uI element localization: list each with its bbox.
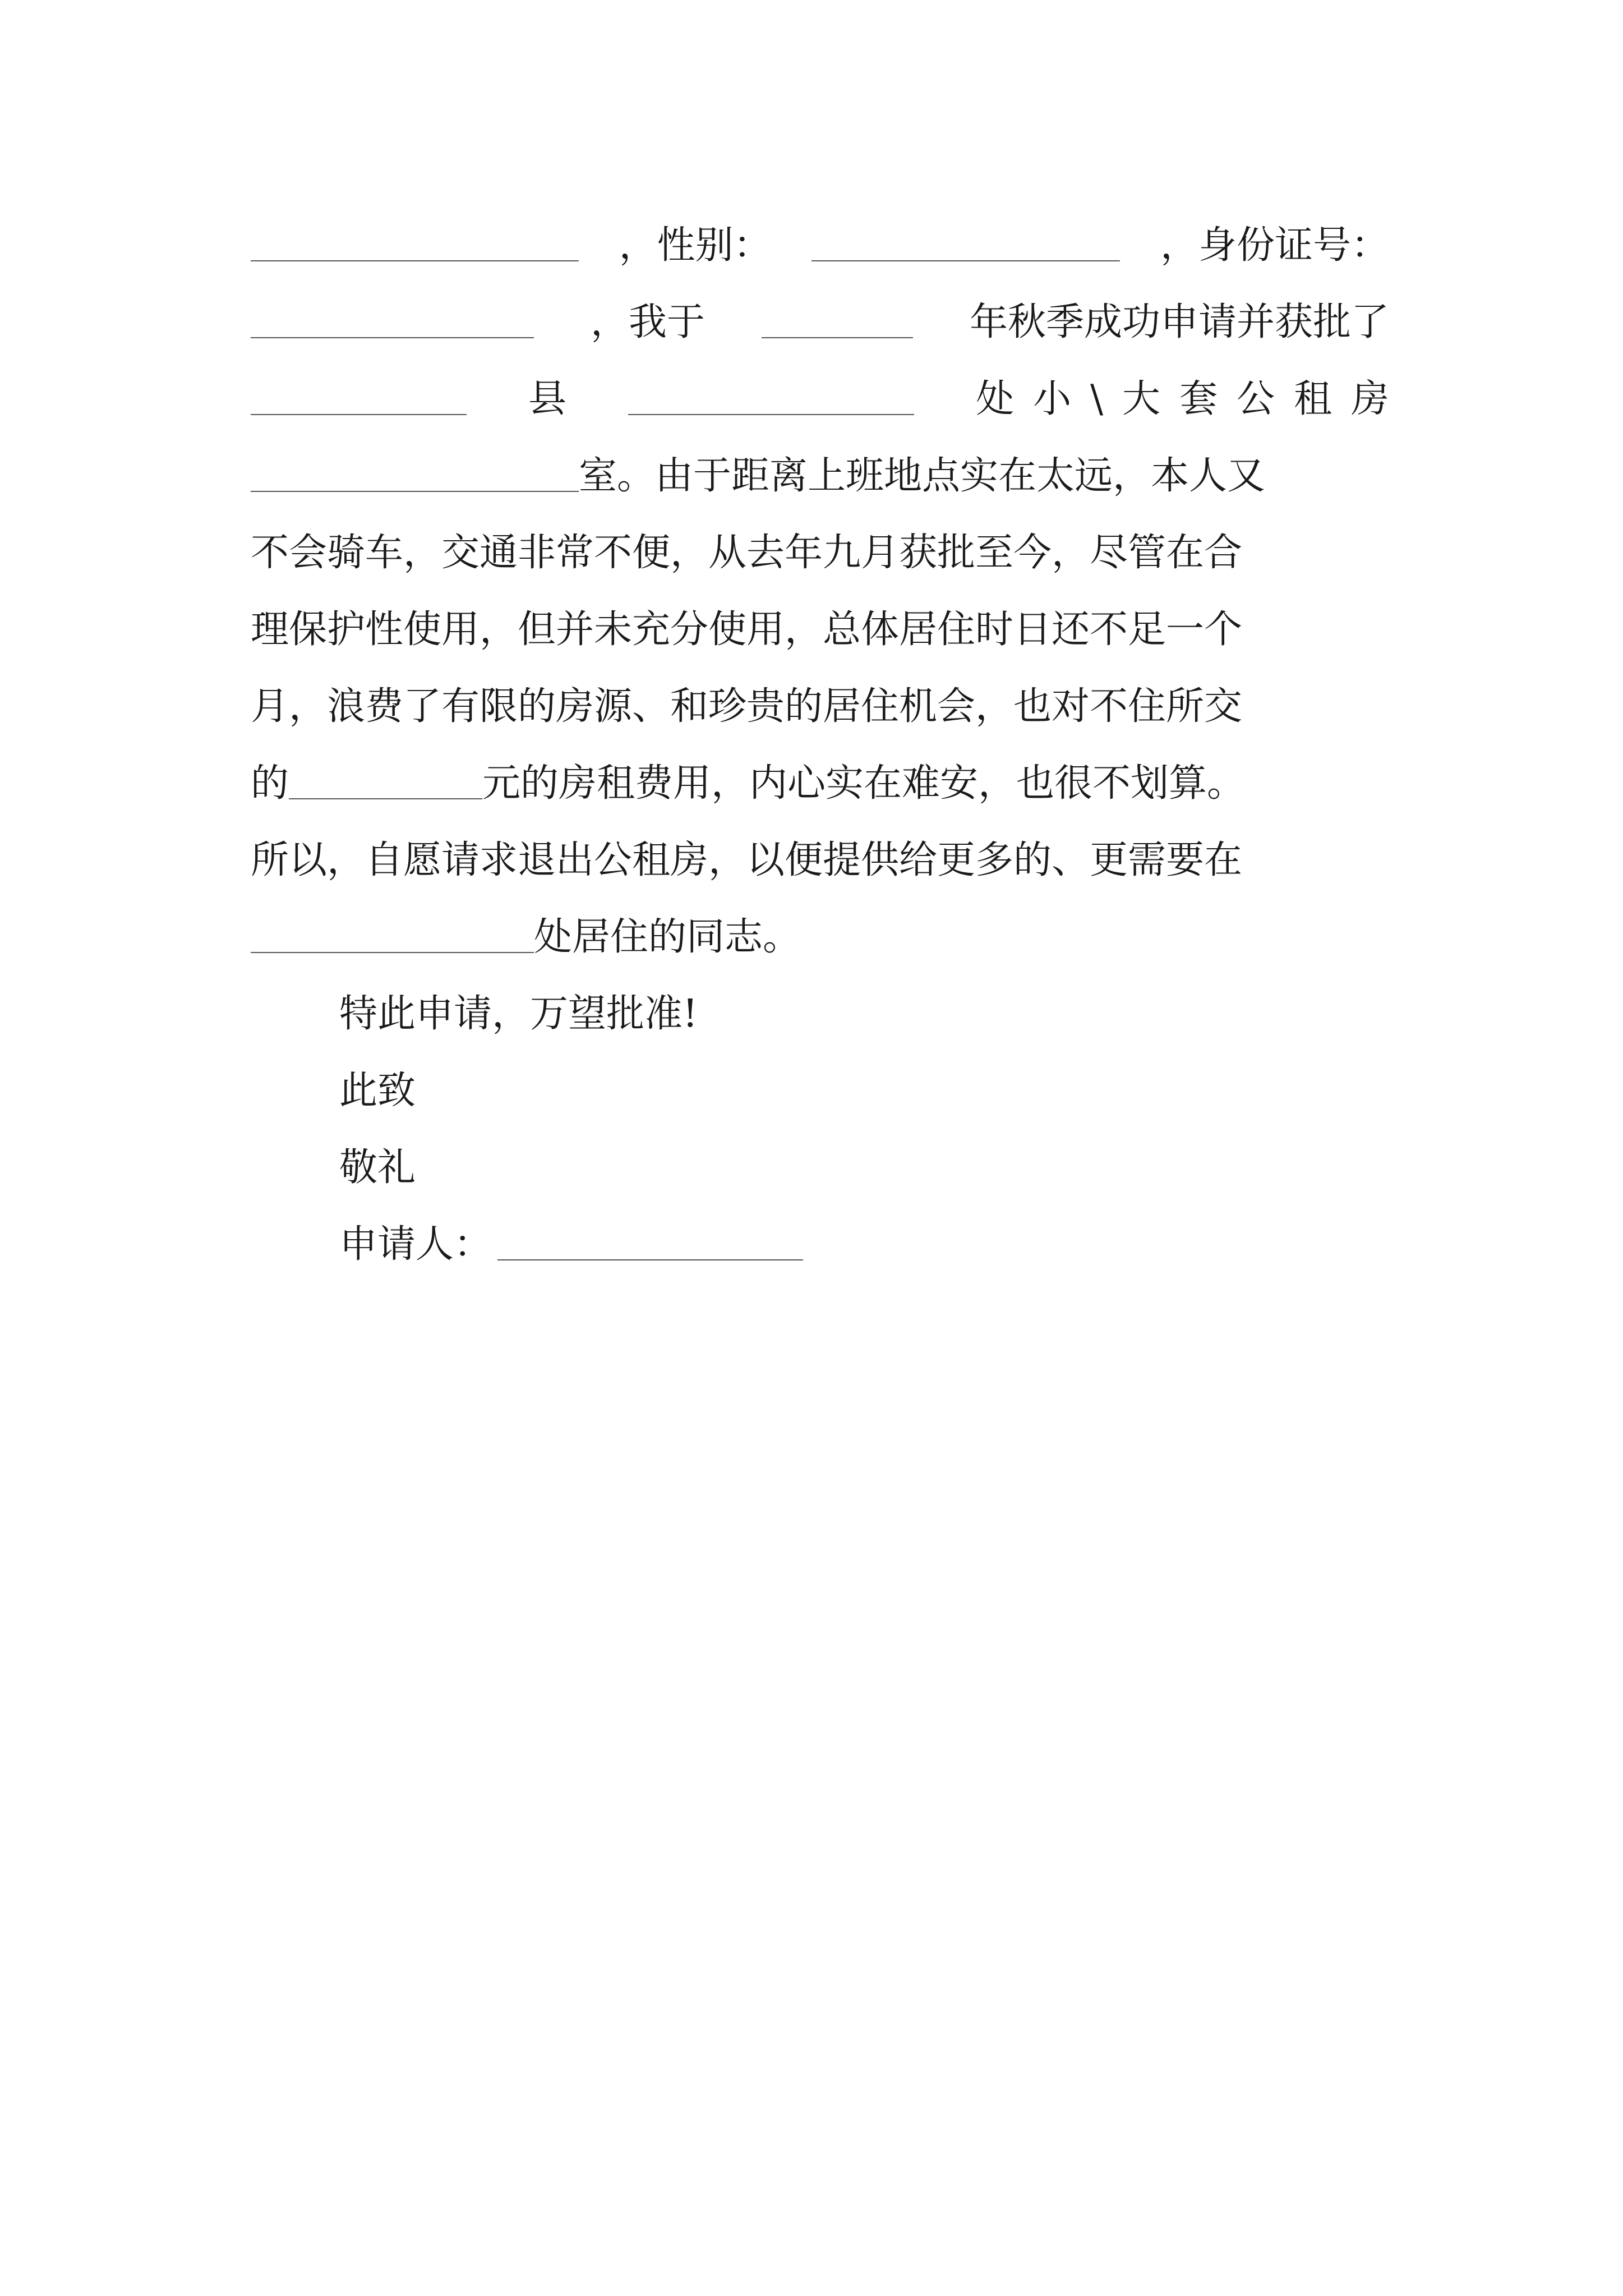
applicant-line <box>339 1217 1478 1273</box>
applicant-label: 申请人： <box>339 1222 492 1267</box>
place-blank[interactable] <box>251 952 534 953</box>
paragraph-text-8: 元的房租费用，内心实在难安，也很不划算。 <box>482 761 1246 806</box>
paragraph-line-3 <box>251 371 1408 427</box>
gender-label: ，性别： <box>619 223 772 268</box>
paragraph-text-5: 不会骑车，交通非常不便，从去年九月获批至今，尽管在合 <box>251 531 1243 575</box>
paragraph-line-1 <box>251 218 1389 274</box>
paragraph-line-5 <box>251 525 1389 581</box>
paragraph-line-7 <box>251 679 1389 735</box>
closing-request <box>339 986 1478 1042</box>
room-number-blank[interactable] <box>251 491 579 492</box>
paragraph-line-8 <box>251 756 1389 812</box>
location-blank[interactable] <box>628 414 914 415</box>
id-number-label: ，身份证号： <box>1160 223 1389 268</box>
closing-salute <box>339 1140 1478 1196</box>
i-in-label: ，我于 <box>590 300 705 344</box>
unit-type-text: 处小\大套公租房 <box>976 377 1408 421</box>
closing-request-text: 特此申请，万望批准! <box>339 992 698 1036</box>
name-blank[interactable] <box>251 260 579 261</box>
id-number-blank[interactable] <box>251 337 534 338</box>
autumn-approval-text: 年秋季成功申请并获批了 <box>969 300 1389 344</box>
applicant-signature-blank[interactable] <box>497 1259 803 1260</box>
paragraph-text-7: 月，浪费了有限的房源、和珍贵的居住机会，也对不住所交 <box>251 684 1243 729</box>
closing-to <box>339 1063 1478 1119</box>
closing-to-text: 此致 <box>339 1069 416 1113</box>
paragraph-text-9: 所以，自愿请求退出公租房，以便提供给更多的、更需要在 <box>251 838 1243 882</box>
year-blank[interactable] <box>762 337 913 338</box>
rent-amount-blank[interactable] <box>289 798 482 799</box>
closing-salute-text: 敬礼 <box>339 1145 416 1190</box>
county-label: 县 <box>528 377 567 421</box>
room-reason-text: 室。由于距离上班地点实在太远，本人又 <box>579 454 1266 498</box>
paragraph-line-2 <box>251 295 1389 351</box>
paragraph-line-9 <box>251 832 1389 889</box>
paragraph-text-6: 理保护性使用，但并未充分使用，总体居住时日还不足一个 <box>251 608 1243 652</box>
county-blank[interactable] <box>251 414 467 415</box>
paragraph-text-10: 处居住的同志。 <box>534 915 801 959</box>
paragraph-prefix-8: 的 <box>251 761 289 806</box>
paragraph-line-4 <box>251 448 1389 504</box>
paragraph-line-6 <box>251 602 1389 658</box>
gender-blank[interactable] <box>811 260 1120 261</box>
paragraph-line-10 <box>251 909 1389 965</box>
